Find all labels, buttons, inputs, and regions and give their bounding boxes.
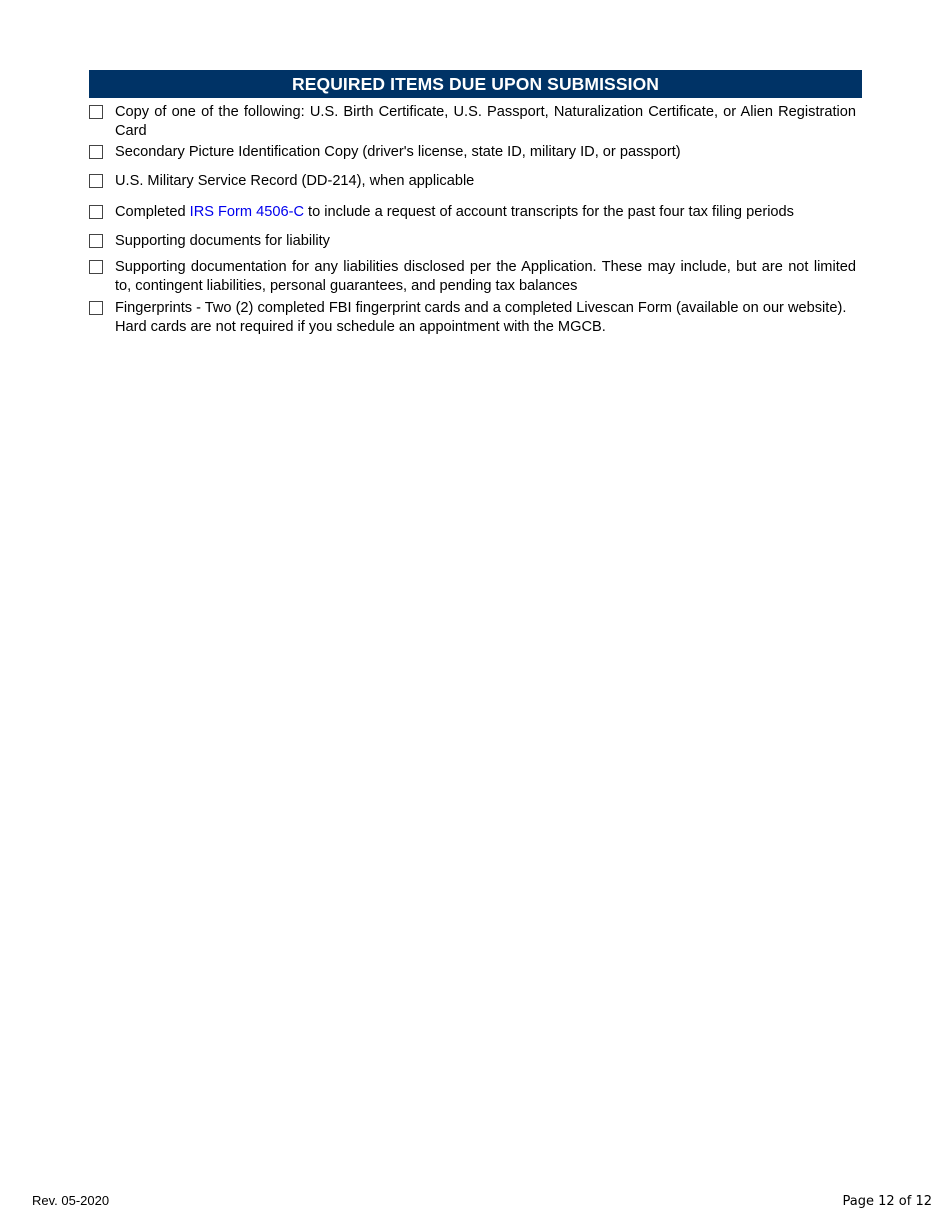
checkbox[interactable] <box>89 105 103 119</box>
item-text: Copy of one of the following: U.S. Birth Certificate, U.S. Passport, Naturalization Certificate, or Alien Registration Card <box>115 104 856 139</box>
revision-label: Rev. 05-2020 <box>32 1193 110 1208</box>
irs-form-4506c-link[interactable]: IRS Form 4506-C <box>189 204 304 220</box>
item-text: Supporting documents for liability <box>115 233 330 249</box>
section-header <box>89 70 862 98</box>
item-text: U.S. Military Service Record (DD-214), when applicable <box>115 173 475 189</box>
item-text: Secondary Picture Identification Copy (driver's license, state ID, military ID, or passport) <box>115 144 681 160</box>
page-number: Page 12 of 12 <box>842 1194 932 1209</box>
section-title: REQUIRED ITEMS DUE UPON SUBMISSION <box>291 74 660 94</box>
checkbox[interactable] <box>89 234 103 248</box>
checkbox[interactable] <box>89 260 103 274</box>
item-text: Supporting documentation for any liabilities disclosed per the Application. These may include, but are not limited to, contingent liabilities, personal guarantees, and pending tax balances <box>115 259 856 294</box>
item-text-suffix: to include a request of account transcripts for the past four tax filing periods <box>304 204 794 220</box>
checkbox[interactable] <box>89 301 103 315</box>
checkbox[interactable] <box>89 145 103 159</box>
checkbox[interactable] <box>89 205 103 219</box>
item-text-prefix: Completed <box>115 204 190 220</box>
item-text: Fingerprints - Two (2) completed FBI fingerprint cards and a completed Livescan Form (available on our website). Hard cards are not required if you schedule an appointment with the MGCB. <box>115 300 847 335</box>
checkbox[interactable] <box>89 174 103 188</box>
item-text <box>115 203 856 222</box>
